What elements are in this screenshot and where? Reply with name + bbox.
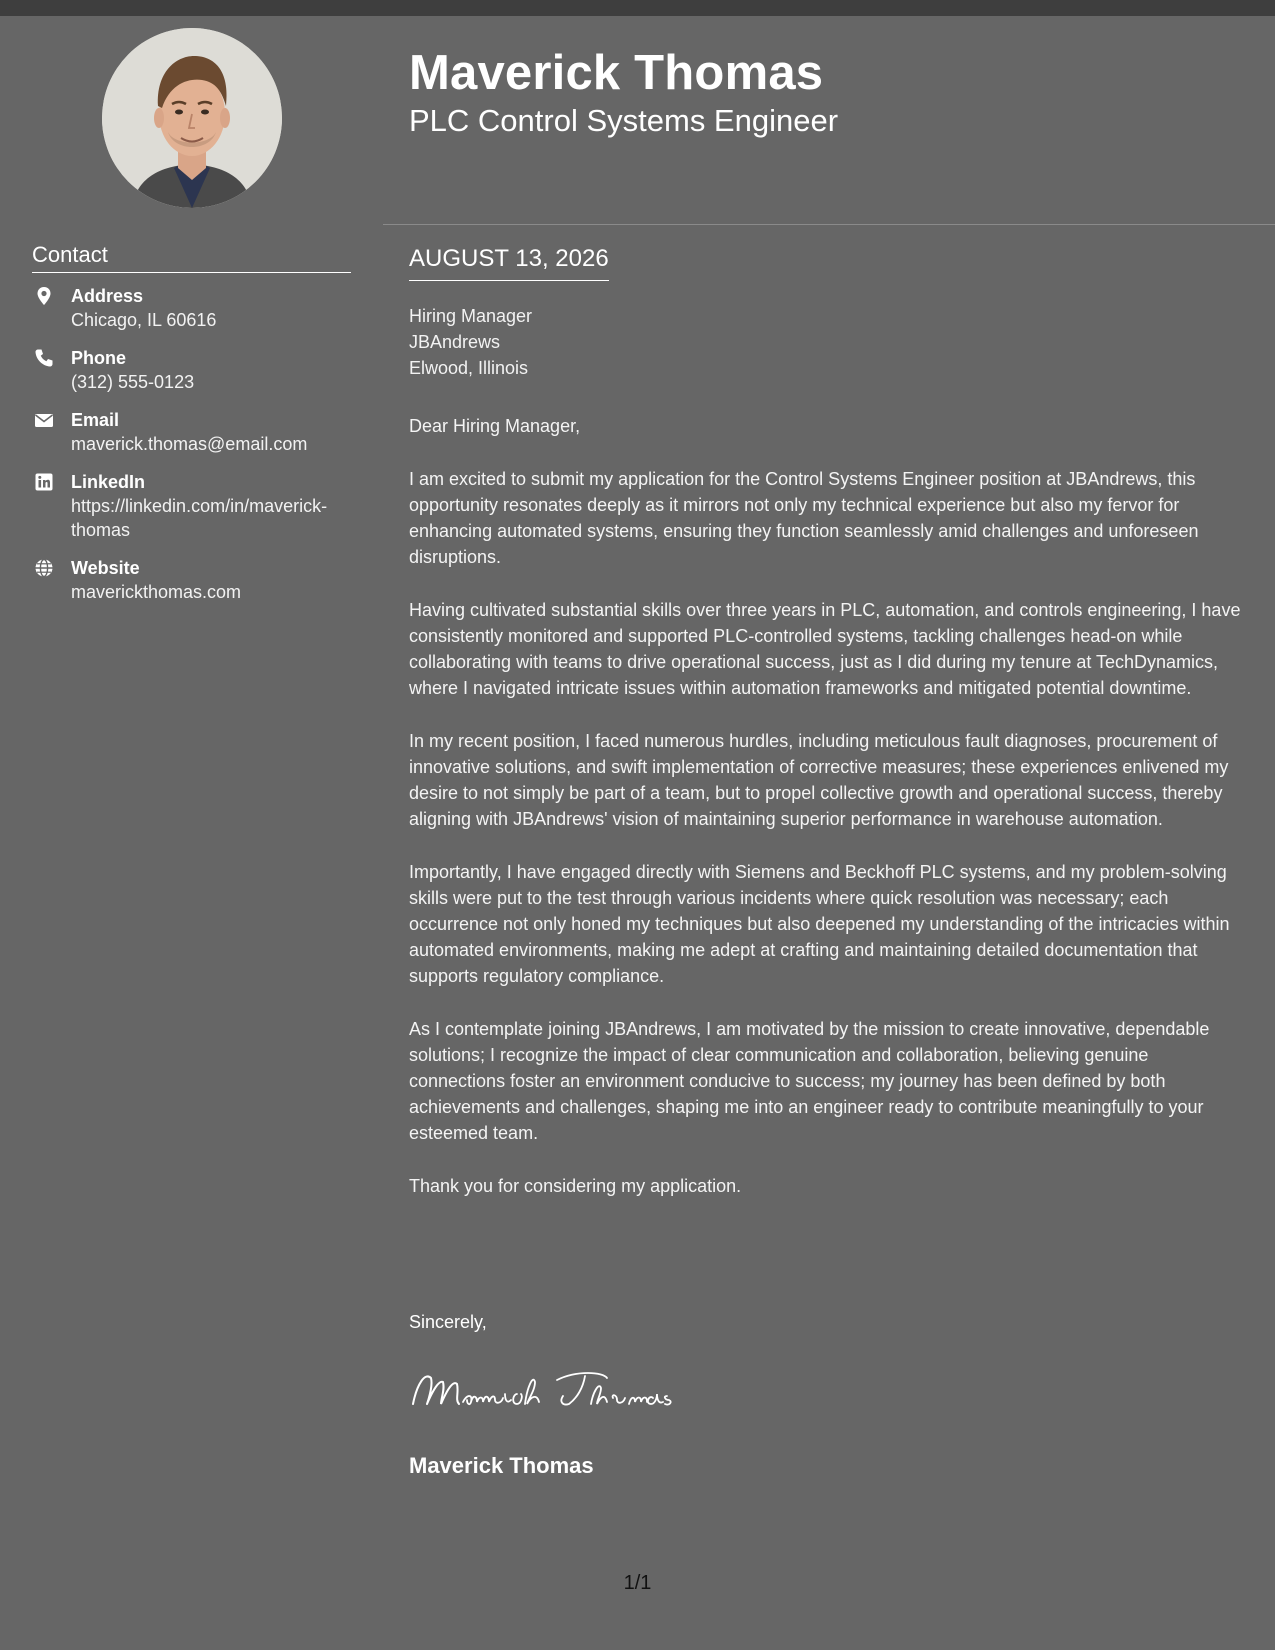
contact-label: Address [71, 286, 144, 306]
header-divider [383, 224, 1275, 225]
profile-photo [102, 28, 282, 208]
linkedin-icon [34, 472, 54, 492]
recipient-block [409, 303, 532, 381]
paragraph: Having cultivated substantial skills over three years in PLC, automation, and controls engineering, I have consistently monitored and supported PLC-controlled systems, tackling challenges head-on while collaborating with teams to drive operational success, just as I did during my tenure at TechDynamics, where I navigated intricate issues within automation frameworks and mitigated potential downtime. [409, 600, 1241, 698]
contact-list [32, 284, 362, 618]
contact-heading: Contact [32, 241, 351, 273]
signed-name: Maverick Thomas [409, 1453, 594, 1478]
contact-label: LinkedIn [71, 472, 146, 492]
contact-value: (312) 555-0123 [71, 372, 195, 392]
handwritten-signature [407, 1364, 677, 1418]
recipient-line: Hiring Manager [409, 306, 533, 326]
contact-item-website [32, 556, 362, 604]
page-number: 1/1 [623, 1572, 652, 1594]
contact-value: Chicago, IL 60616 [71, 310, 217, 330]
paragraph: As I contemplate joining JBAndrews, I am motivated by the mission to create innovative, dependable solutions; I recognize the impact of clear communication and collaboration, believing genuine connections foster an environment conducive to success; my journey has been defined by both achievements and challenges, shaping me into an engineer ready to contribute meaningfully to your esteemed team. [409, 1019, 1210, 1143]
letter-date: AUGUST 13, 2026 [409, 244, 609, 281]
applicant-title: PLC Control Systems Engineer [409, 103, 839, 138]
paragraph: Importantly, I have engaged directly with Siemens and Beckhoff PLC systems, and my problem-solving skills were put to the test through various incidents where quick resolution was necessary; each occurrence not only honed my techniques but also deepened my understanding of the intricacies within automated environments, making me adept at crafting and maintaining detailed documentation that supports regulatory compliance. [409, 862, 1230, 986]
contact-item-address [32, 284, 362, 332]
salutation: Dear Hiring Manager, [409, 416, 581, 436]
contact-item-email [32, 408, 362, 456]
letter-main [383, 16, 1275, 1650]
contact-label: Email [71, 410, 120, 430]
contact-value[interactable]: https://linkedin.com/in/maverick-thomas [71, 496, 328, 540]
map-pin-icon [34, 286, 54, 306]
contact-value[interactable]: maverick.thomas@email.com [71, 434, 308, 454]
contact-item-phone [32, 346, 362, 394]
closing: Sincerely, [409, 1312, 487, 1332]
applicant-name: Maverick Thomas [409, 46, 824, 100]
phone-icon [34, 348, 54, 368]
recipient-line: Elwood, Illinois [409, 358, 529, 378]
contact-item-linkedin [32, 470, 362, 542]
globe-icon [34, 558, 54, 578]
letter-body [409, 413, 1249, 1226]
cover-letter-page [0, 16, 1275, 1650]
paragraph: Thank you for considering my application. [409, 1176, 742, 1196]
avatar [102, 28, 282, 208]
envelope-icon [34, 410, 54, 430]
paragraph: I am excited to submit my application for the Control Systems Engineer position at JBAndrews, this opportunity resonates deeply as it mirrors not only my technical experience but also my fervor for enhancing automated systems, ensuring they function seamlessly amid challenges and unforeseen disruptions. [409, 469, 1199, 567]
contact-label: Website [71, 558, 140, 578]
sidebar [0, 16, 383, 1650]
recipient-line: JBAndrews [409, 332, 501, 352]
contact-label: Phone [71, 348, 127, 368]
paragraph: In my recent position, I faced numerous hurdles, including meticulous fault diagnoses, procurement of innovative solutions, and swift implementation of corrective measures; these experiences enlivened my desire to not simply be part of a team, but to propel collective growth and operational success, thereby aligning with JBAndrews' vision of maintaining superior performance in warehouse automation. [409, 731, 1229, 829]
viewer-top-bar [0, 0, 1275, 16]
contact-value[interactable]: maverickthomas.com [71, 582, 242, 602]
